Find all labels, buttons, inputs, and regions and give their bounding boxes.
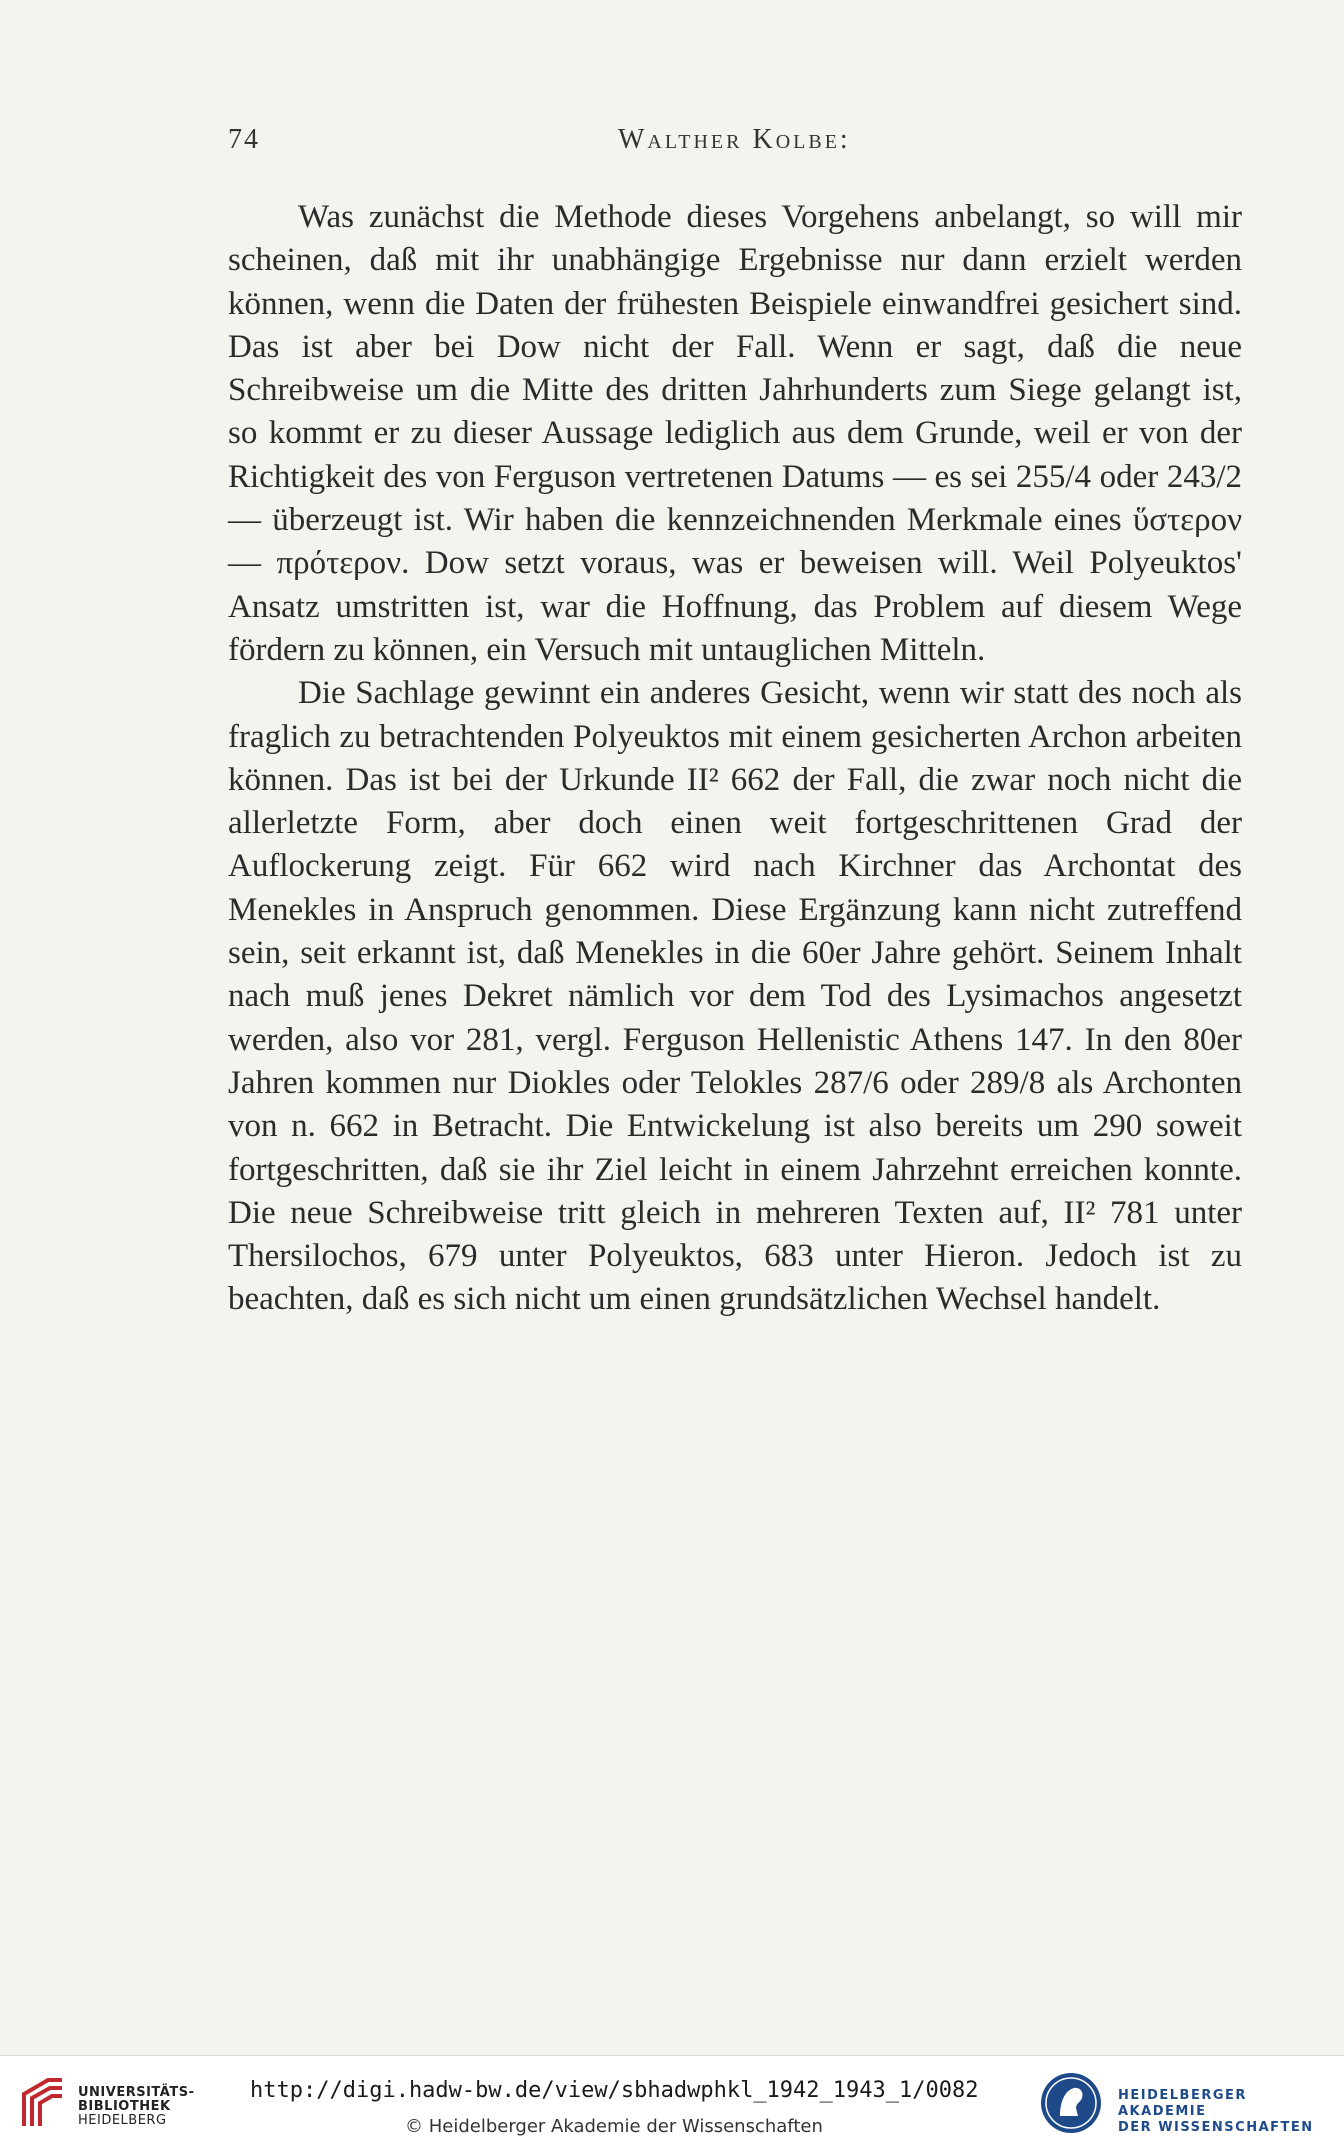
hadw-line: DER WISSENSCHAFTEN — [1118, 2120, 1314, 2135]
academy-seal-icon — [1038, 2070, 1104, 2136]
hadw-logo[interactable] — [1038, 2070, 1338, 2136]
hadw-line: HEIDELBERGER AKADEMIE — [1118, 2088, 1247, 2119]
ub-line: BIBLIOTHEK — [78, 2099, 171, 2114]
hadw-logo-text — [1118, 2088, 1338, 2136]
ub-line: UNIVERSITÄTS- — [78, 2085, 195, 2100]
viewer-footer — [0, 2055, 1344, 2149]
page-number: 74 — [228, 124, 260, 155]
ub-logo-text — [78, 2086, 194, 2128]
paragraph: Die Sachlage gewinnt ein anderes Gesicht, wenn wir statt des noch als fraglich zu betrachtenden Polyeuktos mit einem gesicherten Archon arbeiten können. Das ist bei der Urkunde II² 662 der Fall, die zwar noch nicht die allerletzte Form, aber doch einen weit fortgeschrittenen Grad der Auflockerung zeigt. Für 662 wird nach Kirchner das Archontat des Menekles in Anspruch genommen. Diese Ergänzung kann nicht zutreffend sein, seit erkannt ist, daß Menekles in die 60er Jahre gehört. Seinem Inhalt nach muß jenes Dekret nämlich vor dem Tod des Lysimachos angesetzt werden, also vor 281, vergl. Ferguson Hellenistic Athens 147. In den 80er Jahren kommen nur Diokles oder Telokles 287/6 oder 289/8 als Archonten von n. 662 in Betracht. Die Entwickelung ist also bereits um 290 soweit fortgeschritten, daß sie ihr Ziel leicht in einem Jahrzehnt erreichen konnte. Die neue Schreibweise tritt gleich in mehreren Texten auf, II² 781 unter Thersilochos, 679 unter Polyeuktos, 683 unter Hieron. Jedoch ist zu beachten, daß es sich nicht um einen grundsätzlichen Wechsel handelt. — [228, 675, 1242, 1318]
ub-line: HEIDELBERG — [78, 2113, 167, 2128]
running-head-author: Walther Kolbe: — [618, 124, 851, 155]
ub-logo-icon — [18, 2076, 68, 2130]
body-text — [228, 196, 1242, 1322]
permalink-url[interactable]: http://digi.hadw-bw.de/view/sbhadwphkl_1942_1943_1/0082 — [250, 2078, 979, 2103]
ub-heidelberg-logo[interactable] — [18, 2076, 193, 2132]
paragraph: Was zunächst die Methode dieses Vorgehens anbelangt, so will mir scheinen, daß mit ihr unabhängige Ergebnisse nur dann erzielt werden können, wenn die Daten der frühesten Beispiele einwandfrei gesichert sind. Das ist aber bei Dow nicht der Fall. Wenn er sagt, daß die neue Schreibweise um die Mitte des dritten Jahrhunderts zum Siege gelangt ist, so kommt er zu dieser Aussage lediglich aus dem Grunde, weil er von der Richtigkeit des von Ferguson vertretenen Datums — es sei 255/4 oder 243/2 — überzeugt ist. Wir haben die kennzeichnenden Merkmale eines ὕστερον — πρότερον. Dow setzt voraus, was er beweisen will. Weil Polyeuktos' Ansatz umstritten ist, war die Hoffnung, das Problem auf diesem Wege fördern zu können, ein Versuch mit untauglichen Mitteln. — [228, 199, 1242, 668]
running-head — [228, 124, 1246, 164]
copyright-notice: © Heidelberger Akademie der Wissenschaften — [405, 2116, 823, 2137]
